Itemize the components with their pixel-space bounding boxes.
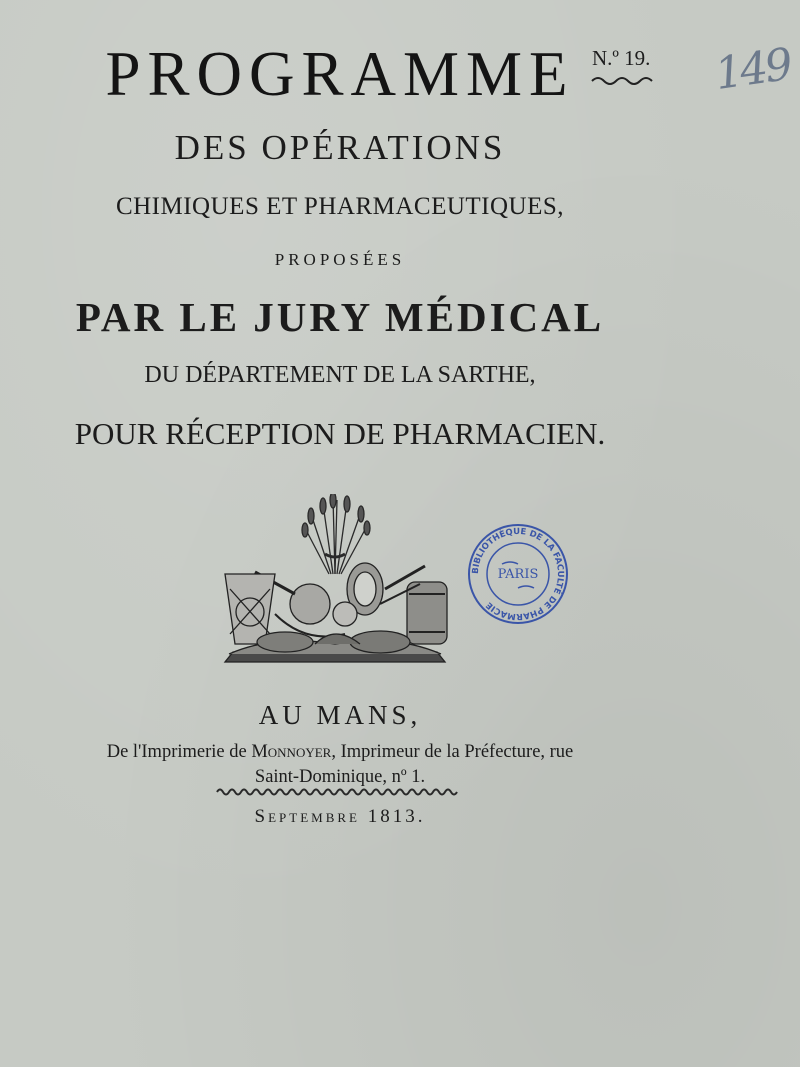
- library-stamp-icon: [466, 522, 570, 626]
- wavy-rule-icon: [590, 74, 660, 88]
- imprint-place: AU MANS,: [258, 700, 422, 730]
- title-programme: PROGRAMME: [105, 39, 575, 109]
- imprint-address: Saint-Dominique, nº 1.: [254, 767, 426, 787]
- handwritten-reference: 149: [711, 39, 794, 100]
- imprint-printer-name: Monnoyer: [251, 742, 332, 762]
- imprint-printer-suffix: , Imprimeur de la Préfecture, rue: [331, 742, 574, 762]
- subtitle-line-3: PROPOSÉES: [274, 250, 406, 269]
- subtitle-line-6: POUR RÉCEPTION DE PHARMACIEN.: [74, 416, 606, 451]
- stamp-ring-text: BIBLIOTHÈQUE DE LA FACULTÉ DE PHARMACIE: [470, 526, 566, 622]
- subtitle-line-2: CHIMIQUES ET PHARMACEUTIQUES,: [115, 193, 565, 220]
- stamp-center-text: PARIS: [497, 567, 539, 582]
- wheat-sheaf-and-lab-instruments-engraving-icon: [215, 494, 455, 674]
- imprint-printer-line: [0, 742, 680, 763]
- subtitle-line-1: DES OPÉRATIONS: [174, 128, 506, 167]
- subtitle-line-5: DU DÉPARTEMENT DE LA SARTHE,: [144, 362, 536, 388]
- imprint-date: Septembre 1813.: [254, 806, 426, 827]
- document-number: N.º 19.: [592, 46, 651, 70]
- wavy-rule-icon: [216, 786, 458, 798]
- imprint-printer-prefix: De l'Imprimerie de: [106, 742, 252, 762]
- subtitle-line-4: PAR LE JURY MÉDICAL: [75, 294, 605, 340]
